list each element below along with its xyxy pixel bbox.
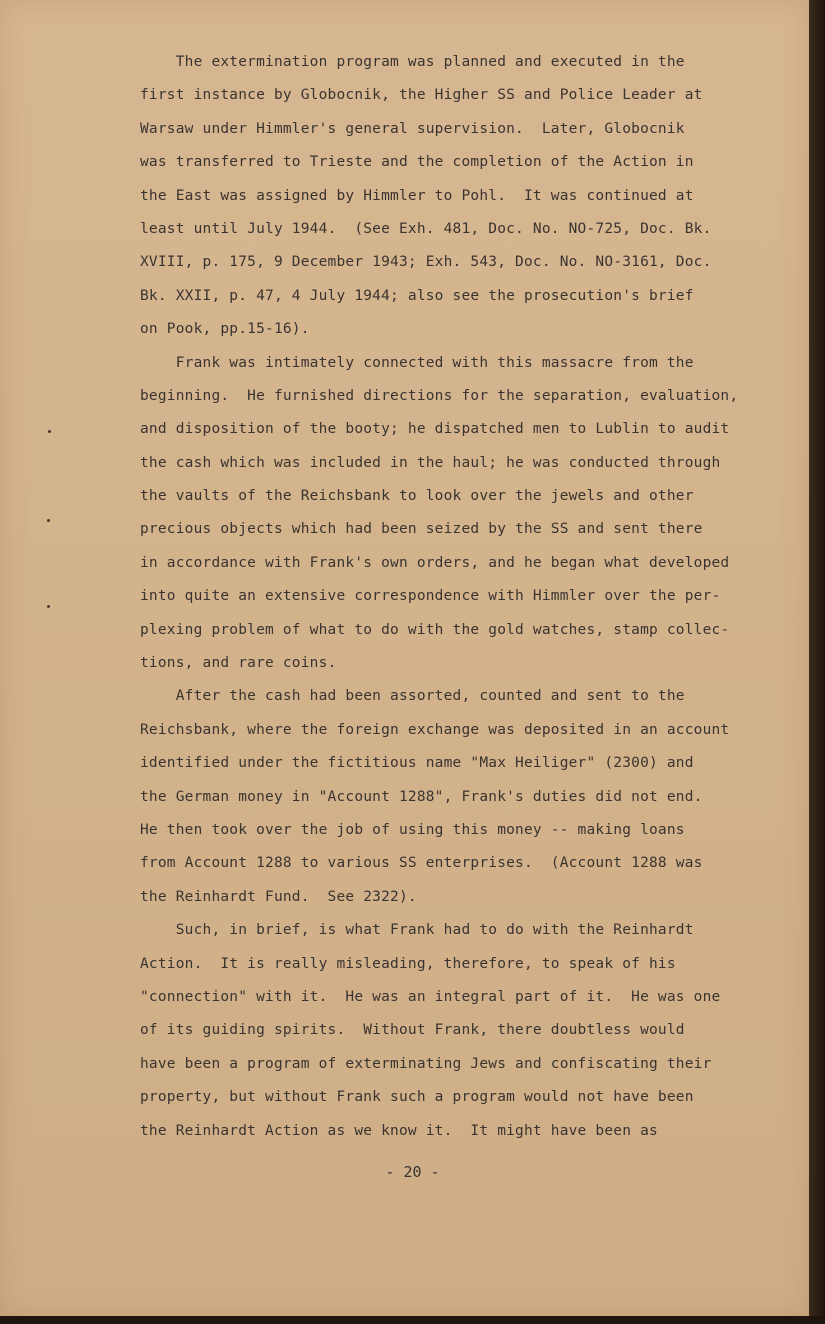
page-edge-shadow [809,0,825,1324]
text-line: the cash which was included in the haul; he was conducted through [140,454,721,471]
text-line: precious objects which had been seized by the SS and sent there [140,521,703,538]
text-line: the East was assigned by Himmler to Pohl. It was continued at [140,187,694,204]
text-line: Frank was intimately connected with this massacre from the [140,354,694,371]
text-line: from Account 1288 to various SS enterprises. (Account 1288 was [140,855,703,872]
text-line: Action. It is really misleading, therefore, to speak of his [140,955,676,972]
text-line: first instance by Globocnik, the Higher SS and Police Leader at [140,87,703,104]
punch-mark [47,605,50,608]
page-number: - 20 - [385,1163,440,1181]
body-text [140,46,739,1148]
text-line: The extermination program was planned and executed in the [140,54,685,70]
text-line: the Reinhardt Action as we know it. It might have been as [140,1122,658,1139]
text-line: in accordance with Frank's own orders, and he began what developed [140,554,730,571]
punch-mark [48,430,51,433]
text-line: the Reinhardt Fund. See 2322). [140,888,417,905]
text-line: Warsaw under Himmler's general supervision. Later, Globocnik [140,120,685,137]
text-line: into quite an extensive correspondence with Himmler over the per- [140,588,721,605]
text-line: XVIII, p. 175, 9 December 1943; Exh. 543, Doc. No. NO-3161, Doc. [140,254,712,271]
text-line: identified under the fictitious name "Max Heiliger" (2300) and [140,755,694,772]
text-line: He then took over the job of using this money -- making loans [140,821,685,838]
text-line: and disposition of the booty; he dispatched men to Lublin to audit [140,421,730,438]
text-line: "connection" with it. He was an integral part of it. He was one [140,988,721,1005]
text-line: was transferred to Trieste and the completion of the Action in [140,154,694,171]
text-line: Bk. XXII, p. 47, 4 July 1944; also see the prosecution's brief [140,287,694,304]
text-line: have been a program of exterminating Jews and confiscating their [140,1055,712,1072]
text-line: beginning. He furnished directions for the separation, evaluation, [140,387,739,404]
text-line: least until July 1944. (See Exh. 481, Doc. No. NO-725, Doc. Bk. [140,220,712,237]
punch-mark [47,519,50,522]
text-line: the German money in "Account 1288", Frank's duties did not end. [140,788,703,805]
page-edge-shadow [0,1316,825,1324]
text-line: After the cash had been assorted, counted and sent to the [140,688,685,705]
text-line: plexing problem of what to do with the gold watches, stamp collec- [140,621,730,638]
text-line: on Pook, pp.15-16). [140,321,310,338]
text-line: property, but without Frank such a program would not have been [140,1089,694,1106]
text-line: the vaults of the Reichsbank to look over the jewels and other [140,488,694,505]
text-line: tions, and rare coins. [140,655,337,672]
text-line: of its guiding spirits. Without Frank, there doubtless would [140,1022,685,1039]
text-line: Reichsbank, where the foreign exchange was deposited in an account [140,721,730,738]
text-line: Such, in brief, is what Frank had to do with the Reinhardt [140,922,694,939]
